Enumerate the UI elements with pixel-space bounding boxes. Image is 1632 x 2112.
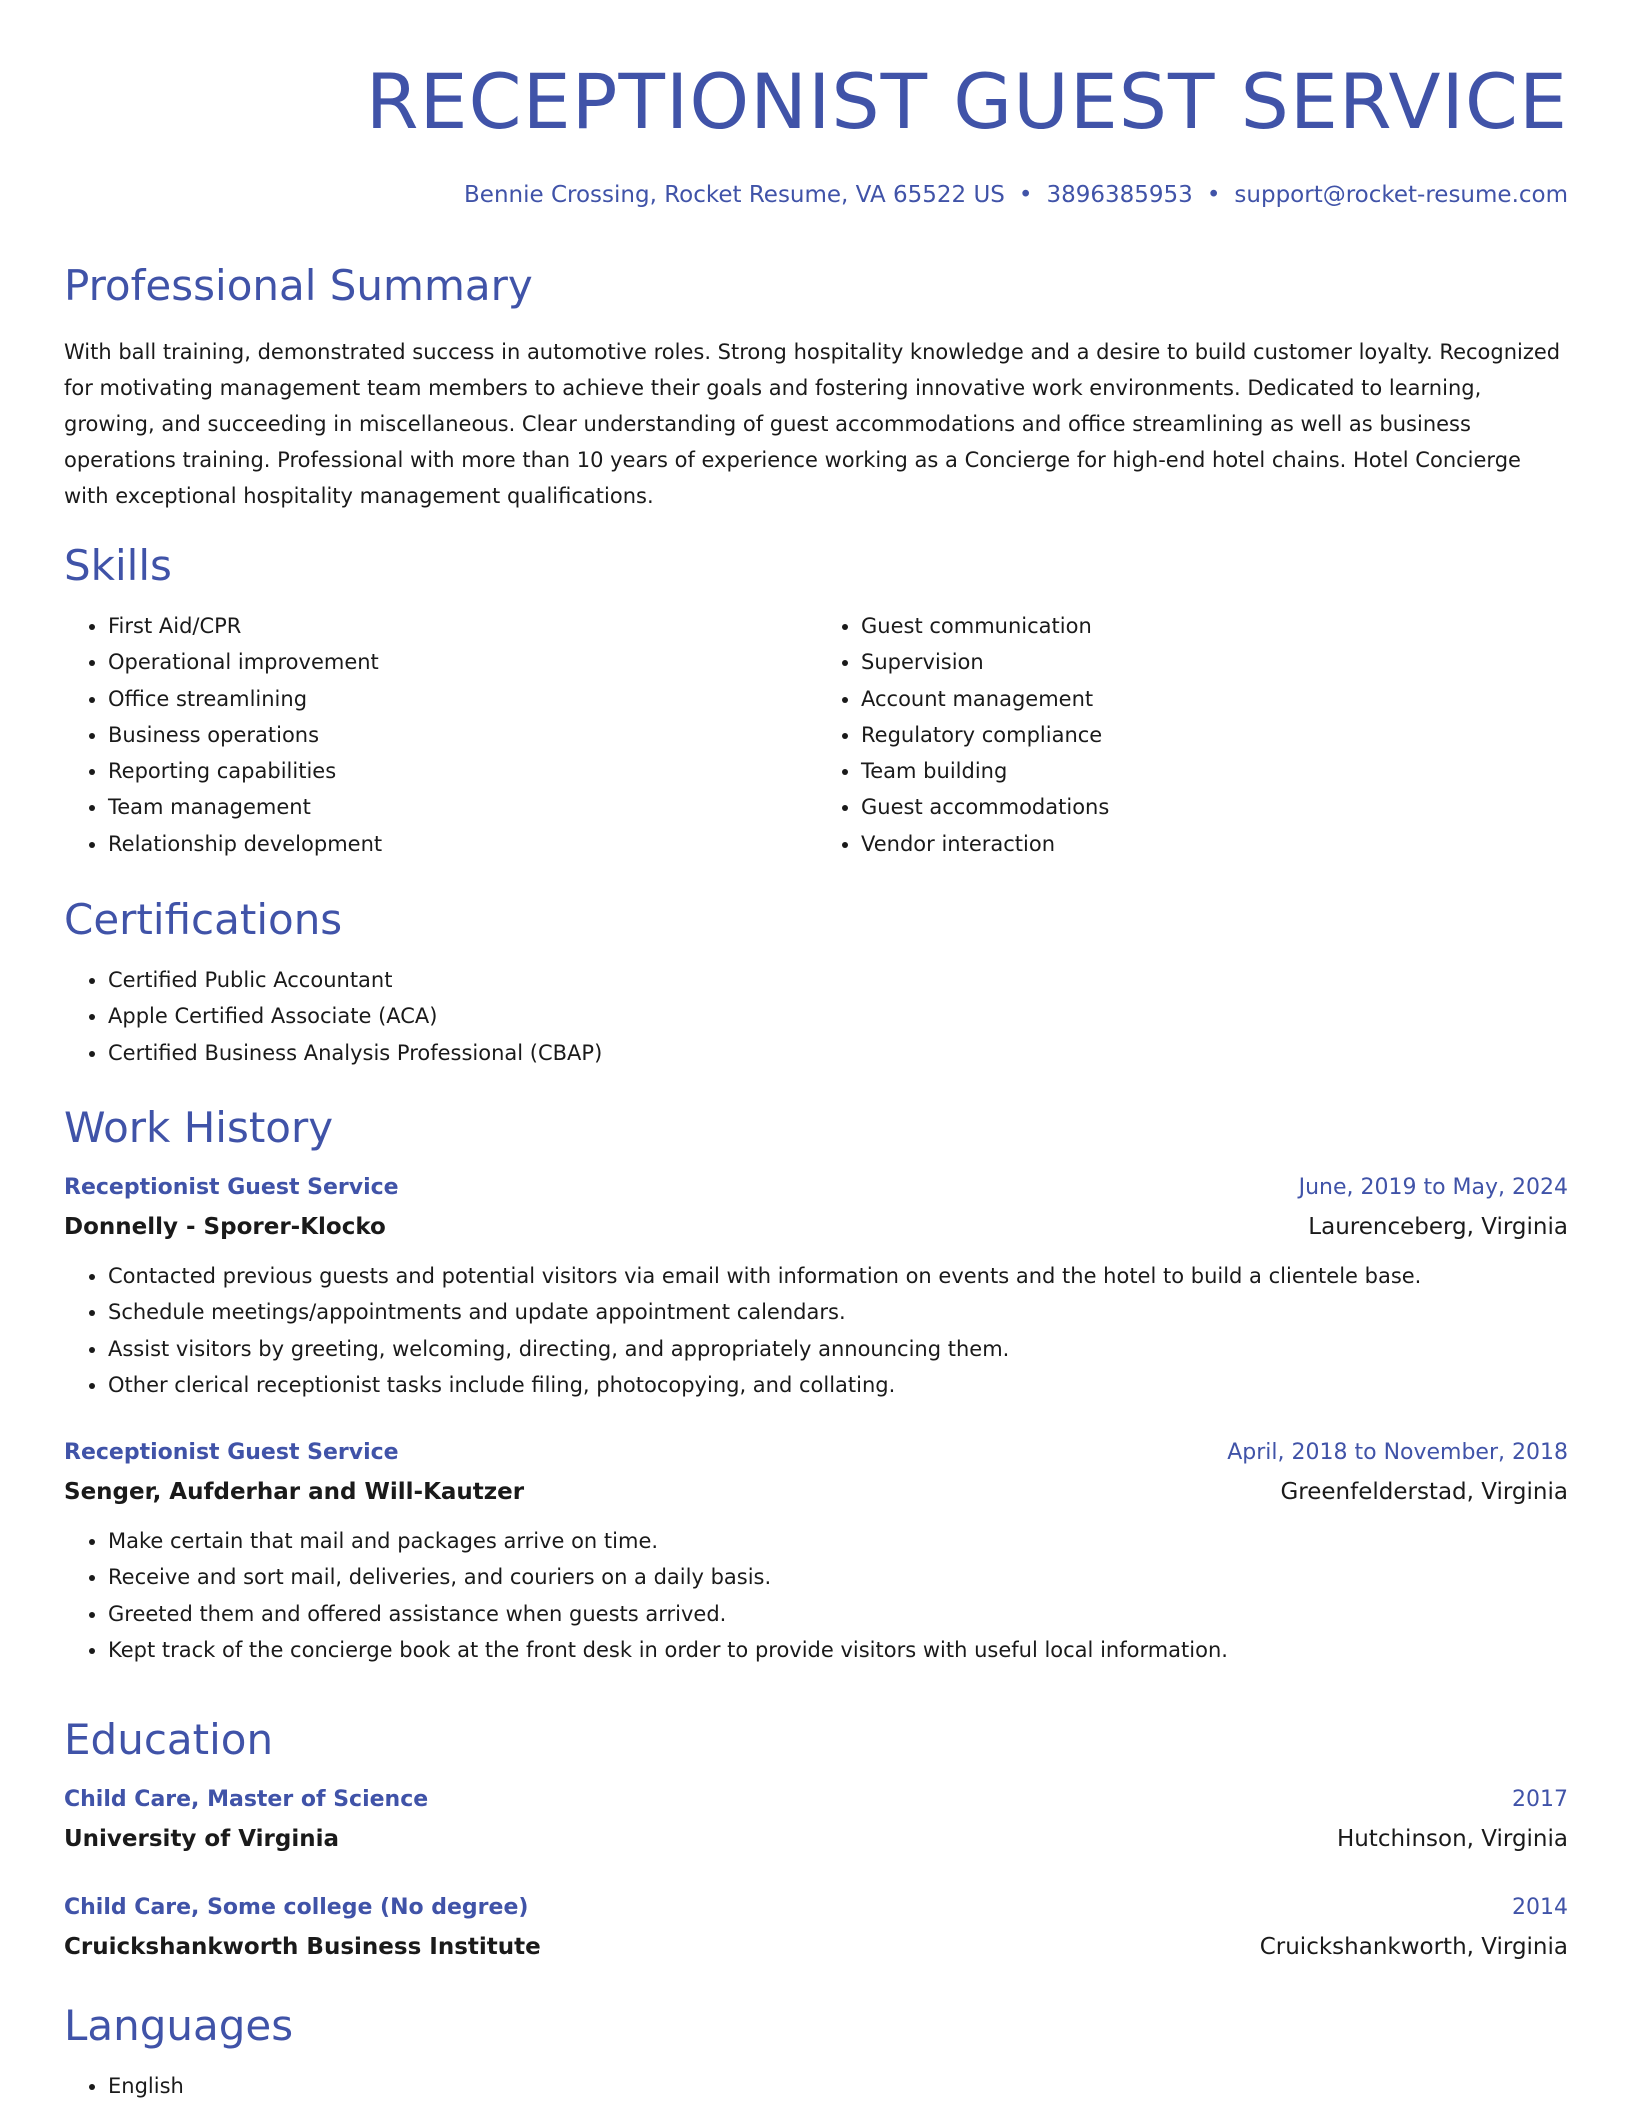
skills-columns bbox=[64, 608, 1568, 862]
list-item: • Make certain that mail and packages arrive on time. bbox=[108, 1523, 1568, 1559]
phone: 3896385953 bbox=[1046, 182, 1193, 208]
list-item: • Supervision bbox=[861, 644, 1568, 680]
degree: Child Care, Master of Science bbox=[64, 1787, 429, 1812]
job-entry bbox=[64, 1433, 1568, 1668]
languages-list bbox=[64, 2068, 1568, 2104]
job-duties bbox=[64, 1523, 1568, 1668]
graduation-year: 2017 bbox=[1512, 1787, 1568, 1812]
section-title-education: Education bbox=[64, 1715, 274, 1764]
list-item: • First Aid/CPR bbox=[108, 608, 815, 644]
job-subheader bbox=[64, 1208, 1568, 1246]
job-entry bbox=[64, 1168, 1568, 1403]
list-item: • Schedule meetings/appointments and update appointment calendars. bbox=[108, 1294, 1568, 1330]
school-name: University of Virginia bbox=[64, 1826, 340, 1852]
separator: • bbox=[1018, 182, 1033, 208]
graduation-year: 2014 bbox=[1512, 1895, 1568, 1920]
job-role: Receptionist Guest Service bbox=[64, 1440, 399, 1466]
section-title-languages: Languages bbox=[64, 2001, 294, 2050]
job-dates: June, 2019 to May, 2024 bbox=[1298, 1175, 1568, 1200]
list-item: • Assist visitors by greeting, welcoming, directing, and appropriately announcing them. bbox=[108, 1331, 1568, 1367]
job-location: Greenfelderstad, Virginia bbox=[1280, 1479, 1568, 1506]
languages-section bbox=[64, 1998, 1568, 2104]
email-link[interactable]: support@rocket-resume.com bbox=[1234, 182, 1568, 208]
section-title-work: Work History bbox=[64, 1103, 334, 1152]
skills-list-left bbox=[64, 608, 815, 862]
list-item: • Other clerical receptionist tasks include filing, photocopying, and collating. bbox=[108, 1367, 1568, 1403]
education-entry bbox=[64, 1888, 1568, 1966]
school-location: Hutchinson, Virginia bbox=[1336, 1826, 1568, 1852]
list-item: • Guest communication bbox=[861, 608, 1568, 644]
education-subheader bbox=[64, 1928, 1568, 1966]
school-name: Cruickshankworth Business Institute bbox=[64, 1934, 541, 1960]
job-header bbox=[64, 1168, 1568, 1208]
skills-list-right bbox=[817, 608, 1568, 862]
list-item: • Account management bbox=[861, 681, 1568, 717]
candidate-name: RECEPTIONIST GUEST SERVICE bbox=[365, 57, 1568, 146]
job-dates: April, 2018 to November, 2018 bbox=[1227, 1440, 1568, 1466]
school-location: Cruickshankworth, Virginia bbox=[1259, 1934, 1568, 1960]
list-item: • Operational improvement bbox=[108, 644, 815, 680]
resume-page bbox=[64, 0, 1568, 2098]
separator: • bbox=[1206, 182, 1221, 208]
list-item: • Greeted them and offered assistance when guests arrived. bbox=[108, 1596, 1568, 1632]
job-header bbox=[64, 1433, 1568, 1473]
list-item: • Vendor interaction bbox=[861, 826, 1568, 862]
education-header bbox=[64, 1888, 1568, 1928]
summary-text: With ball training, demonstrated success in automotive roles. Strong hospitality knowledge and a desire to build customer loyalty. Recognized for motivating management team members to achieve their goals and fostering innovative work environments. Dedicated to learning, growing, and succeeding in miscellaneous. Clear understanding of guest accommodations and office streamlining as well as business operations training. Professional with more than 10 years of experience working as a Concierge for high-end hotel chains. Hotel Concierge with exceptional hospitality management qualifications. bbox=[64, 340, 1561, 508]
education-subheader bbox=[64, 1820, 1568, 1858]
list-item: • Team management bbox=[108, 789, 815, 825]
list-item: • Business operations bbox=[108, 717, 815, 753]
section-title-skills: Skills bbox=[64, 541, 172, 590]
list-item: • Relationship development bbox=[108, 826, 815, 862]
job-location: Laurenceberg, Virginia bbox=[1308, 1214, 1568, 1240]
education-section bbox=[64, 1712, 1568, 1966]
address: Bennie Crossing, Rocket Resume, VA 65522 US bbox=[464, 182, 1005, 208]
section-title-certifications: Certifications bbox=[64, 895, 343, 944]
job-subheader bbox=[64, 1473, 1568, 1511]
list-item: • Kept track of the concierge book at the front desk in order to provide visitors with useful local information. bbox=[108, 1632, 1568, 1668]
summary-section bbox=[64, 258, 1568, 514]
list-item: • Team building bbox=[861, 753, 1568, 789]
list-item: • Office streamlining bbox=[108, 681, 815, 717]
list-item: • Certified Public Accountant bbox=[108, 962, 1568, 998]
skills-section bbox=[64, 538, 1568, 862]
education-entry bbox=[64, 1780, 1568, 1858]
job-role: Receptionist Guest Service bbox=[64, 1175, 399, 1200]
list-item: • Regulatory compliance bbox=[861, 717, 1568, 753]
list-item: • English bbox=[108, 2068, 1568, 2104]
list-item: • Contacted previous guests and potential visitors via email with information on events and the hotel to build a clientele base. bbox=[108, 1258, 1568, 1294]
list-item: • Certified Business Analysis Professional (CBAP) bbox=[108, 1035, 1568, 1071]
section-title-summary: Professional Summary bbox=[64, 261, 533, 310]
list-item: • Guest accommodations bbox=[861, 789, 1568, 825]
work-history-section bbox=[64, 1100, 1568, 1668]
certifications-section bbox=[64, 892, 1568, 1071]
job-company: Donnelly - Sporer-Klocko bbox=[64, 1214, 386, 1240]
contact-line bbox=[64, 178, 1568, 212]
degree: Child Care, Some college (No degree) bbox=[64, 1895, 529, 1920]
list-item: • Receive and sort mail, deliveries, and couriers on a daily basis. bbox=[108, 1559, 1568, 1595]
job-duties bbox=[64, 1258, 1568, 1403]
education-header bbox=[64, 1780, 1568, 1820]
list-item: • Apple Certified Associate (ACA) bbox=[108, 998, 1568, 1034]
list-item: • Reporting capabilities bbox=[108, 753, 815, 789]
job-company: Senger, Aufderhar and Will-Kautzer bbox=[64, 1479, 525, 1506]
certifications-list bbox=[64, 962, 1568, 1071]
